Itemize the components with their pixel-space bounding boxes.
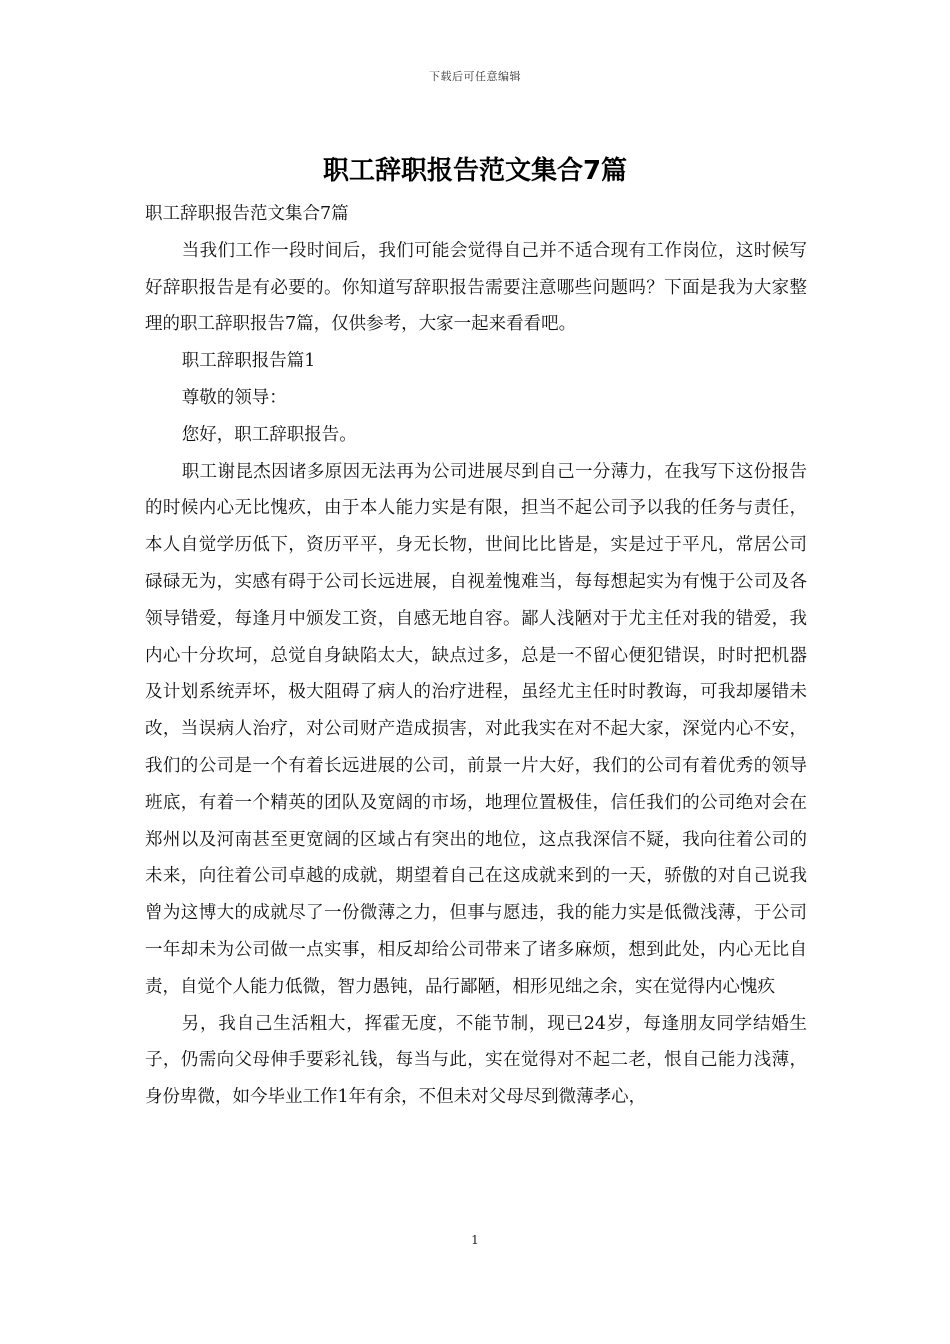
- section-heading: 职工辞职报告篇1: [181, 351, 316, 372]
- greeting: 您好，职工辞职报告。: [181, 424, 357, 445]
- document-body: [145, 196, 807, 1116]
- header-note: 下载后可任意编辑: [429, 70, 521, 83]
- body-paragraph: 职工谢昆杰因诸多原因无法再为公司进展尽到自己一分薄力，在我写下这份报告的时候内心无比愧疚，由于本人能力实是有限，担当不起公司予以我的任务与责任，本人自觉学历低下，资历平平，身无长物，世间比比皆是，实是过于平凡，常居公司碌碌无为，实感有碍于公司长远进展，自视羞愧难当，每每想起实为有愧于公司及各领导错爱，每逢月中颁发工资，自感无地自容。鄙人浅陋对于尤主任对我的错爱，我内心十分坎坷，总觉自身缺陷太大，缺点过多，总是一不留心便犯错误，时时把机器及计划系统弄坏，极大阻碍了病人的治疗进程，虽经尤主任时时教诲，可我却屡错未改，当误病人治疗，对公司财产造成损害，对此我实在对不起大家，深觉内心不安，我们的公司是一个有着长远进展的公司，前景一片大好，我们的公司有着优秀的领导班底，有着一个精英的团队及宽阔的市场，地理位置极佳，信任我们的公司绝对会在郑州以及河南甚至更宽阔的区域占有突出的地位，这点我深信不疑，我向往着公司的未来，向往着公司卓越的成就，期望着自己在这成就来到的一天，骄傲的对自己说我曾为这博大的成就尽了一份微薄之力，但事与愿违，我的能力实是低微浅薄，于公司一年却未为公司做一点实事，相反却给公司带来了诸多麻烦，想到此处，内心无比自责，自觉个人能力低微，智力愚钝，品行鄙陋，相形见绌之余，实在觉得内心愧疚: [145, 461, 807, 997]
- page-number: 1: [471, 1233, 479, 1247]
- page-title: 职工辞职报告范文集合7篇: [322, 156, 628, 186]
- body-paragraph: 另，我自己生活粗大，挥霍无度，不能节制，现已24岁，每逢朋友同学结婚生子，仍需向父母伸手要彩礼钱，每当与此，实在觉得对不起二老，恨自己能力浅薄，身份卑微，如今毕业工作1年有余，不但未对父母尽到微薄孝心，: [145, 1013, 807, 1108]
- intro-paragraph: 当我们工作一段时间后，我们可能会觉得自己并不适合现有工作岗位，这时候写好辞职报告是有必要的。你知道写辞职报告需要注意哪些问题吗？下面是我为大家整理的职工辞职报告7篇，仅供参考，大家一起来看看吧。: [145, 240, 807, 335]
- salutation: 尊敬的领导：: [181, 387, 287, 408]
- document-subtitle: 职工辞职报告范文集合7篇: [145, 204, 349, 224]
